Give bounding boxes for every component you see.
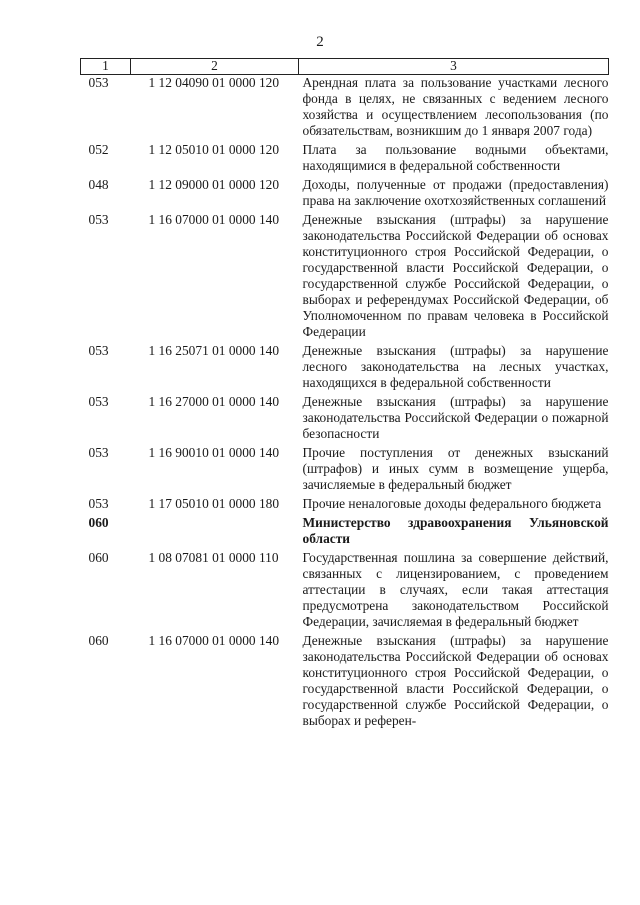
table-row bbox=[81, 177, 609, 212]
table-row bbox=[81, 445, 609, 496]
header-col-3: 3 bbox=[299, 59, 609, 75]
row-kbk-code: 1 12 04090 01 0000 120 bbox=[148, 75, 280, 90]
row-admin-code: 053 bbox=[88, 212, 109, 227]
row-kbk-code: 1 08 07081 01 0000 110 bbox=[148, 550, 279, 565]
row-admin-code: 053 bbox=[88, 394, 109, 409]
revenue-codes-table bbox=[80, 58, 608, 732]
row-admin-code: 052 bbox=[88, 142, 109, 157]
row-description: Доходы, полученные от продажи (предоставления) права на заключение охотхозяйственных соглашений bbox=[302, 177, 609, 208]
row-description: Плата за пользование водными объектами, находящимися в федеральной собственности bbox=[302, 142, 609, 173]
table-row bbox=[81, 75, 609, 143]
row-kbk-code: 1 12 05010 01 0000 120 bbox=[148, 142, 280, 157]
table-row bbox=[81, 343, 609, 394]
row-kbk-code: 1 16 25071 01 0000 140 bbox=[148, 343, 280, 358]
table-header bbox=[81, 59, 609, 75]
row-admin-code: 060 bbox=[88, 550, 109, 565]
table-row bbox=[81, 212, 609, 343]
header-col-1: 1 bbox=[81, 59, 131, 75]
row-admin-code: 060 bbox=[88, 515, 109, 530]
row-kbk-code: 1 16 07000 01 0000 140 bbox=[148, 212, 280, 227]
row-description: Денежные взыскания (штрафы) за нарушение лесного законодательства на лесных участках, находящихся в федеральной собственности bbox=[302, 343, 609, 390]
row-kbk-code: 1 12 09000 01 0000 120 bbox=[148, 177, 280, 192]
row-admin-code: 048 bbox=[88, 177, 109, 192]
row-kbk-code: 1 16 07000 01 0000 140 bbox=[148, 633, 280, 648]
page-number: 2 bbox=[316, 34, 324, 50]
row-admin-code: 053 bbox=[88, 343, 109, 358]
row-kbk-code: 1 16 90010 01 0000 140 bbox=[148, 445, 280, 460]
row-kbk-code bbox=[131, 515, 299, 550]
table-row bbox=[81, 394, 609, 445]
row-description: Прочие неналоговые доходы федерального бюджета bbox=[302, 496, 602, 511]
table-row bbox=[81, 515, 609, 550]
table-row bbox=[81, 142, 609, 177]
row-description: Денежные взыскания (штрафы) за нарушение законодательства Российской Федерации об основах конституционного строя Российской Федерации, о государственной власти Российской Федерации, о государственной службе Российской Федерации, о выборах и референ- bbox=[302, 633, 609, 728]
row-description: Денежные взыскания (штрафы) за нарушение законодательства Российской Федерации о пожарной безопасности bbox=[302, 394, 609, 441]
row-description: Прочие поступления от денежных взысканий (штрафов) и иных сумм в возмещение ущерба, зачисляемые в федеральный бюджет bbox=[302, 445, 609, 492]
table-body bbox=[81, 75, 609, 733]
row-description: Министерство здравоохранения Ульяновской области bbox=[302, 515, 609, 546]
row-description: Арендная плата за пользование участками лесного фонда в целях, не связанных с ведением лесного хозяйства и осуществлением лесопользования (по обязательствам, возникшим до 1 января 2007 года) bbox=[302, 75, 609, 138]
row-kbk-code: 1 17 05010 01 0000 180 bbox=[148, 496, 280, 511]
table-row bbox=[81, 633, 609, 732]
row-description: Государственная пошлина за совершение действий, связанных с лицензированием, с проведением аттестации в случаях, если такая аттестация предусмотрена законодательством Российской Федерации, зачисляемая в федеральный бюджет bbox=[302, 550, 609, 629]
header-col-2: 2 bbox=[131, 59, 299, 75]
table-row bbox=[81, 550, 609, 633]
row-admin-code: 053 bbox=[88, 445, 109, 460]
row-description: Денежные взыскания (штрафы) за нарушение законодательства Российской Федерации об основах конституционного строя Российской Федерации, о государственной власти Российской Федерации, о государственной службе Российской Федерации, о выборах и референдумах Российской Федерации, об Уполномоченном по правам человека в Российской Федерации bbox=[302, 212, 609, 339]
row-admin-code: 053 bbox=[88, 496, 109, 511]
row-admin-code: 053 bbox=[88, 75, 109, 90]
table-row bbox=[81, 496, 609, 515]
row-kbk-code: 1 16 27000 01 0000 140 bbox=[148, 394, 280, 409]
row-admin-code: 060 bbox=[88, 633, 109, 648]
